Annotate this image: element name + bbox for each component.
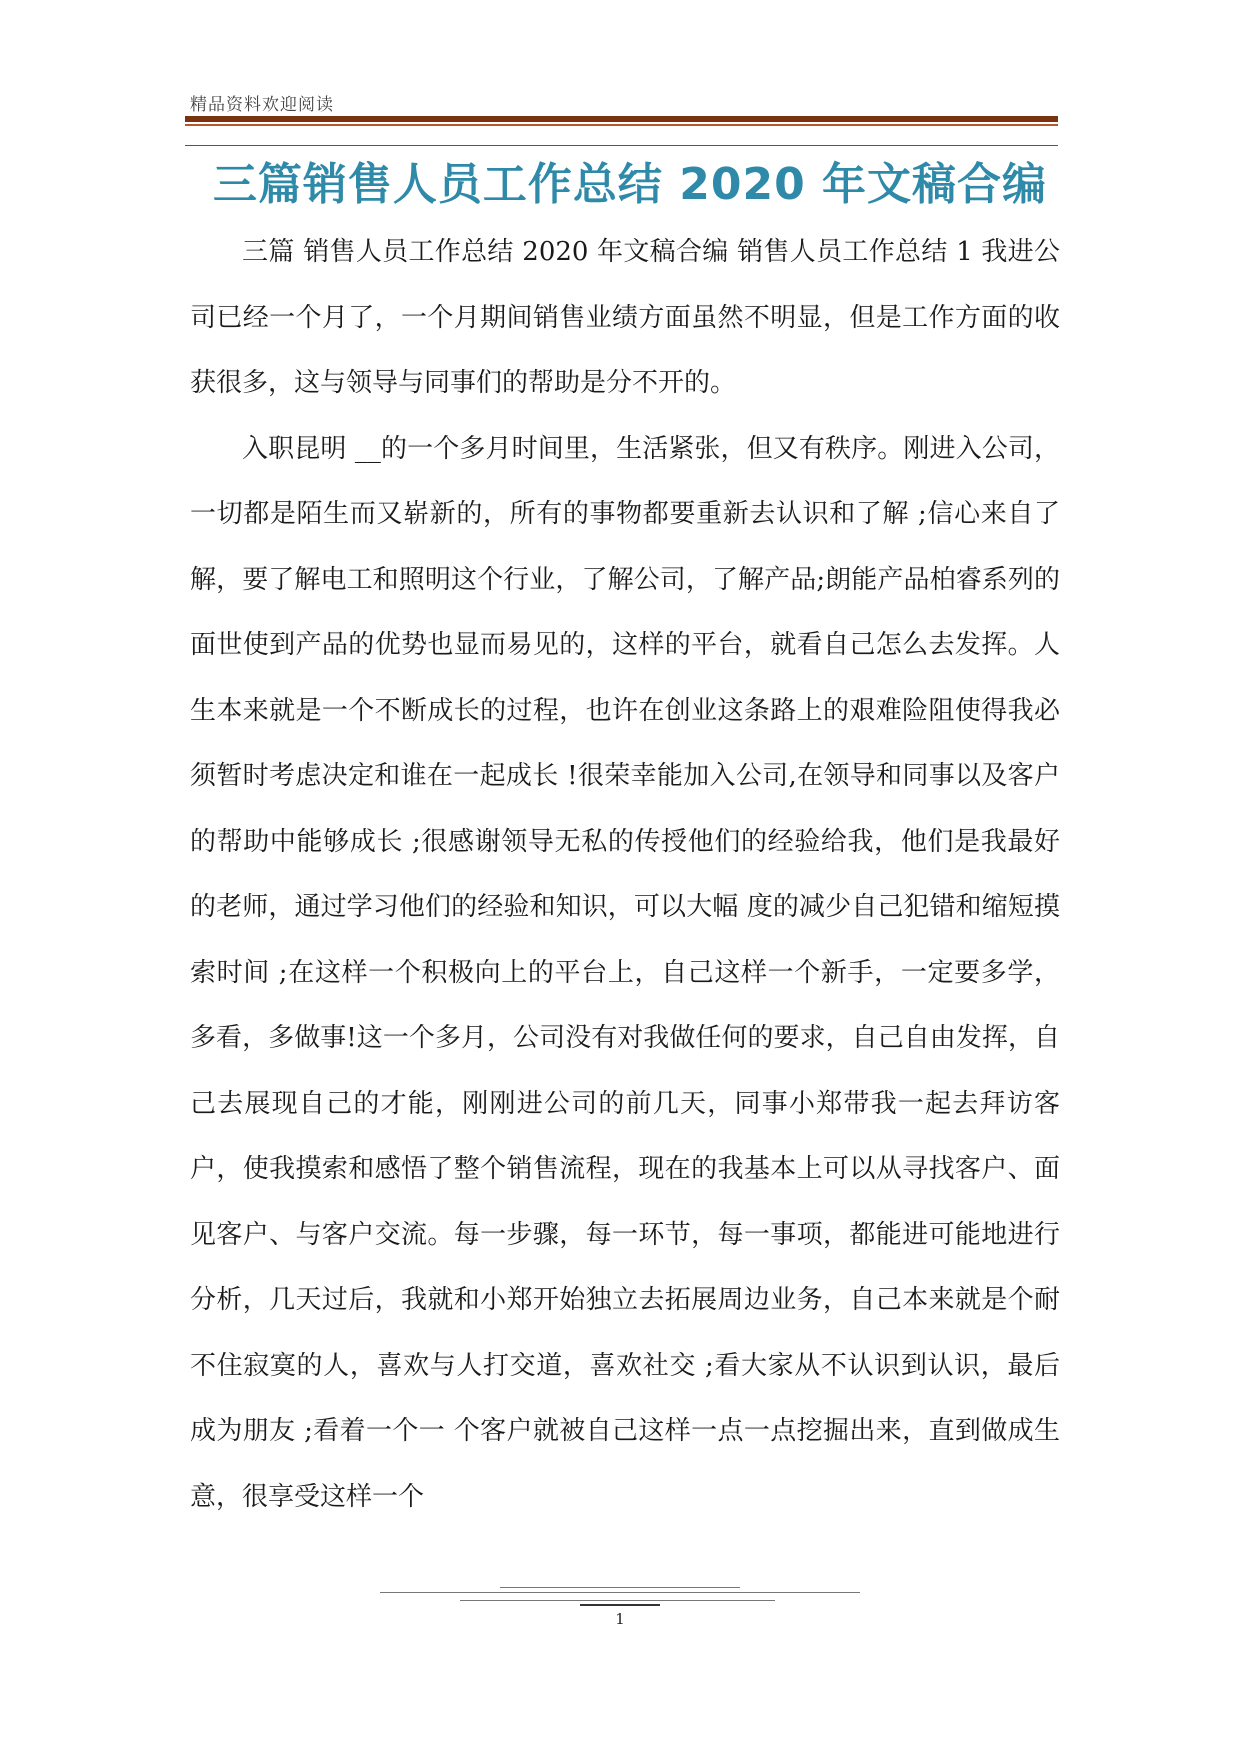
header-rule-gray (185, 145, 1058, 146)
footer-rule (580, 1604, 660, 1606)
header-rule-thin (185, 124, 1058, 126)
footer-rule (460, 1600, 775, 1601)
footer-rule (500, 1587, 740, 1588)
page-number: 1 (615, 1610, 625, 1628)
document-title: 三篇销售人员工作总结 2020 年文稿合编 (212, 159, 1048, 210)
paragraph-2: 入职昆明 __的一个多月时间里，生活紧张，但又有秩序。刚进入公司，一切都是陌生而又崭新的，所有的事物都要重新去认识和了解 ;信心来自了解，要了解电工和照明这个行业，了解公司，了解产品;朗能产品柏睿系列的面世使到产品的优势也显而易见的，这样的平台，就看自己怎么去发挥。人生本来就是一个不断成长的过程，也许在创业这条路上的艰难险阻使得我必须暂时考虑决定和谁在一起成长 !很荣幸能加入公司,在领导和同事以及客户的帮助中能够成长 ;很感谢领导无私的传授他们的经验给我，他们是我最好的老师，通过学习他们的经验和知识，可以大幅 度的减少自己犯错和缩短摸索时间 ;在这样一个积极向上的平台上，自己这样一个新手，一定要多学，多看，多做事!这一个多月，公司没有对我做任何的要求，自己自由发挥，自己去展现自己的才能，刚刚进公司的前几天，同事小郑带我一起去拜访客户，使我摸索和感悟了整个销售流程，现在的我基本上可以从寻找客户、面见客户、与客户交流。每一步骤，每一环节，每一事项，都能进可能地进行分析，几天过后，我就和小郑开始独立去拓展周边业务，自己本来就是个耐不住寂寞的人，喜欢与人打交道，喜欢社交 ;看大家从不认识到认识，最后成为朋友 ;看着一个一 个客户就被自己这样一点一点挖掘出来，直到做成生意，很享受这样一个 (190, 433, 1060, 1512)
header-text: 精品资料欢迎阅读 (190, 95, 334, 115)
document-body (190, 220, 1060, 1530)
paragraph-1: 三篇 销售人员工作总结 2020 年文稿合编 销售人员工作总结 1 我进公司已经一个月了，一个月期间销售业绩方面虽然不明显，但是工作方面的收获很多，这与领导与同事们的帮助是分不开的。 (190, 237, 1060, 398)
header-rule-thick (185, 116, 1058, 122)
footer-rule (380, 1592, 860, 1593)
